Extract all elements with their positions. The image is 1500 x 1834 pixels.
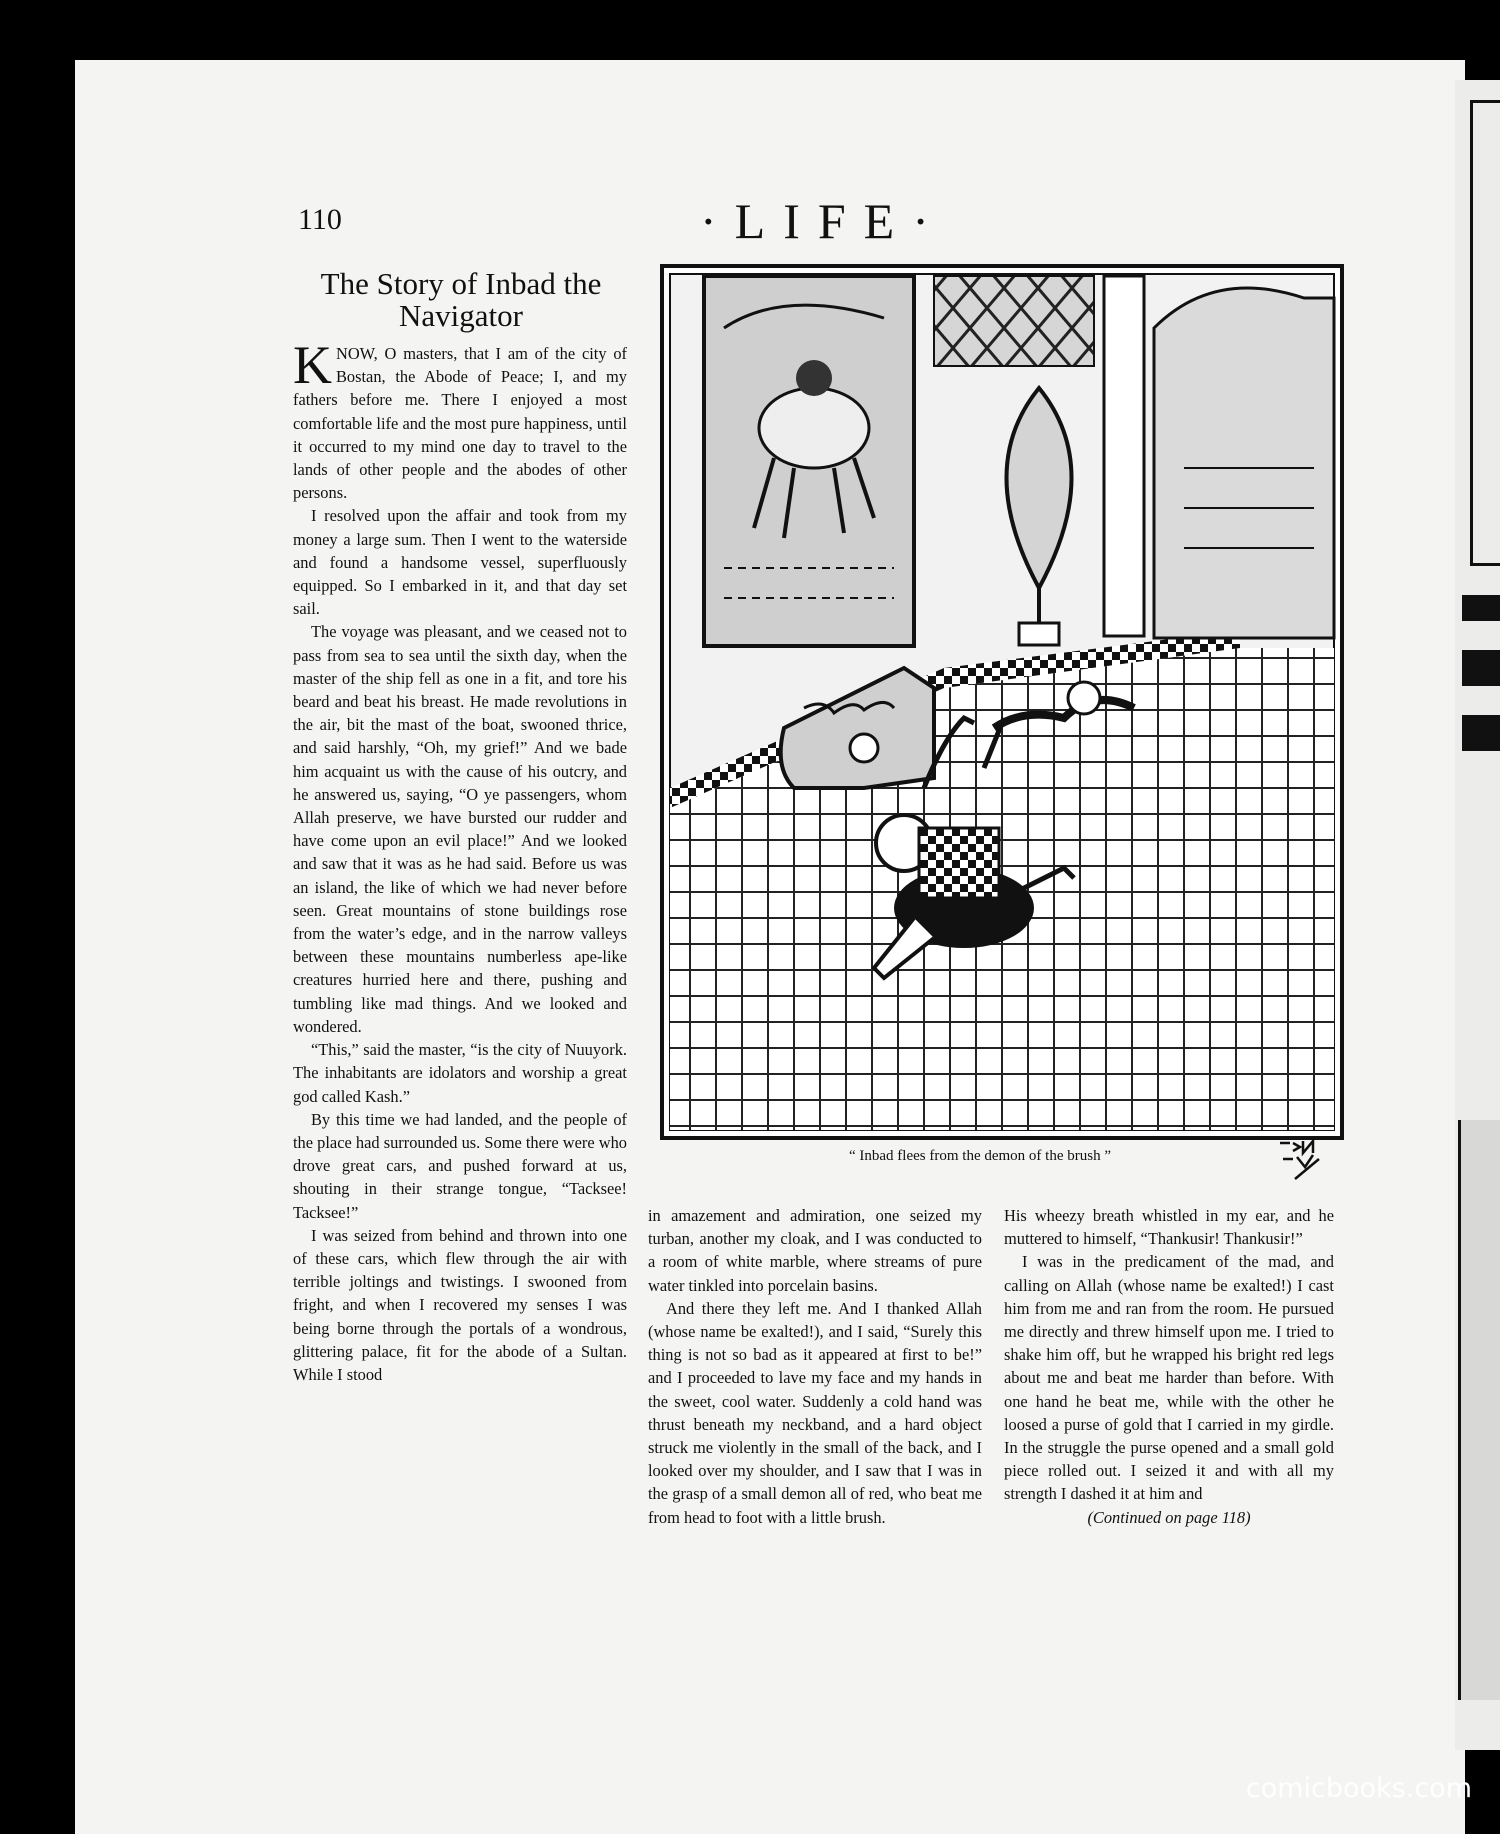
paragraph: “This,” said the master, “is the city of Nuuyork. The inhabitants are idolators and worship a great god called Kash.” [293, 1040, 627, 1106]
text-column-3 [1004, 1204, 1334, 1529]
paragraph: in amazement and admiration, one seized my turban, another my cloak, and I was conducted to a room of white marble, where streams of pure water tinkled into porcelain basins. [648, 1206, 982, 1295]
paragraph: The voyage was pleasant, and we ceased not to pass from sea to sea until the sixth day, when the master of the ship fell as one in a fit, and tore his beard and beat his breast. He made revolutions in the air, bit the mast of the boat, swooned thrice, and said harshly, “Oh, my grief!” And we bade him acquaint us with the cause of his outcry, and he answered us, saying, “O ye passengers, whom Allah preserve, we have bursted our rudder and have come upon an evil place!” And we looked and saw that it was as he had said. Before us was an island, the like of which we had never before seen. Great mountains of stone buildings rose from the water’s edge, and in the narrow valleys between these mountains numberless ape-like creatures hurried here and there, pushing and tumbling like mad things. And we looked and wondered. [293, 622, 627, 1036]
continued-note: (Continued on page 118) [1087, 1507, 1251, 1527]
adjacent-page-panel [1458, 1120, 1500, 1700]
drop-cap: K [293, 335, 332, 395]
article-title: The Story of Inbad the Navigator [320, 266, 602, 333]
paragraph: And there they left me. And I thanked Allah (whose name be exalted!), and I said, “Surely this thing is not so bad as it appeared at first to be!” and I proceeded to lave my face and my hands in the sweet, cool water. Suddenly a cold hand was thrust beneath my neckband, and a hard object struck me violently in the small of the back, and I looked over my shoulder, and I saw that I was in the grasp of a small demon all of red, who beat me from head to foot with a little brush. [648, 1298, 982, 1527]
paragraph: His wheezy breath whistled in my ear, and he muttered to himself, “Thankusir! Thankusir!” [1004, 1206, 1334, 1249]
paragraph: I was in the predicament of the mad, and calling on Allah (whose name be exalted!) I cast him from me and ran from the room. He pursued me directly and threw himself upon me. I tried to shake him off, but he wrapped his bright red legs about me and beat me harder than before. With one hand he beat me, while with the other he loosed a purse of gold that I carried in my girdle. In the struggle the purse opened and a small gold piece rolled out. I seized it and with all my strength I dashed it at him and [1004, 1252, 1334, 1504]
paragraph: I resolved upon the affair and took from my money a large sum. Then I went to the waterside and found a handsome vessel, superfluously equipped. So I embarked in it, and that day set sail. [293, 506, 627, 619]
adjacent-page-frame [1470, 100, 1500, 566]
adjacent-page-bar [1462, 715, 1500, 751]
illustration [660, 264, 1344, 1140]
artist-signature [1275, 1137, 1325, 1181]
illustration-caption: “ Inbad flees from the demon of the brush ” [849, 1148, 1111, 1164]
text-column-1 [293, 335, 627, 1386]
paragraph-1-text: NOW, O masters, that I am of the city of Bostan, the Abode of Peace; I, and my fathers before me. There I enjoyed a most comfortable life and the most pure happiness, until it occurred to my mind one day to travel to the lands of other people and the abodes of other persons. [293, 344, 627, 503]
illustration-drawing [664, 268, 1340, 1136]
paragraph: I was seized from behind and thrown into one of these cars, which flew through the air with terrible joltings and twistings. I swooned from fright, and when I recovered my senses I was being borne through the portals of a wondrous, glittering palace, fit for the abode of a Sultan. While I stood [293, 1225, 627, 1384]
adjacent-page-bar [1462, 650, 1500, 686]
watermark: comicbooks.com [1245, 1773, 1472, 1804]
paragraph: By this time we had landed, and the people of the place had surrounded us. Some there were who drove great cars, and pushed forward at us, shouting in their strange tongue, “Tacksee! Tacksee!” [293, 1109, 627, 1222]
masthead: ·LIFE· [700, 193, 947, 249]
paragraph-1 [293, 335, 627, 504]
text-column-2 [648, 1204, 982, 1529]
page-number: 110 [298, 203, 342, 236]
adjacent-page-bar [1462, 595, 1500, 621]
